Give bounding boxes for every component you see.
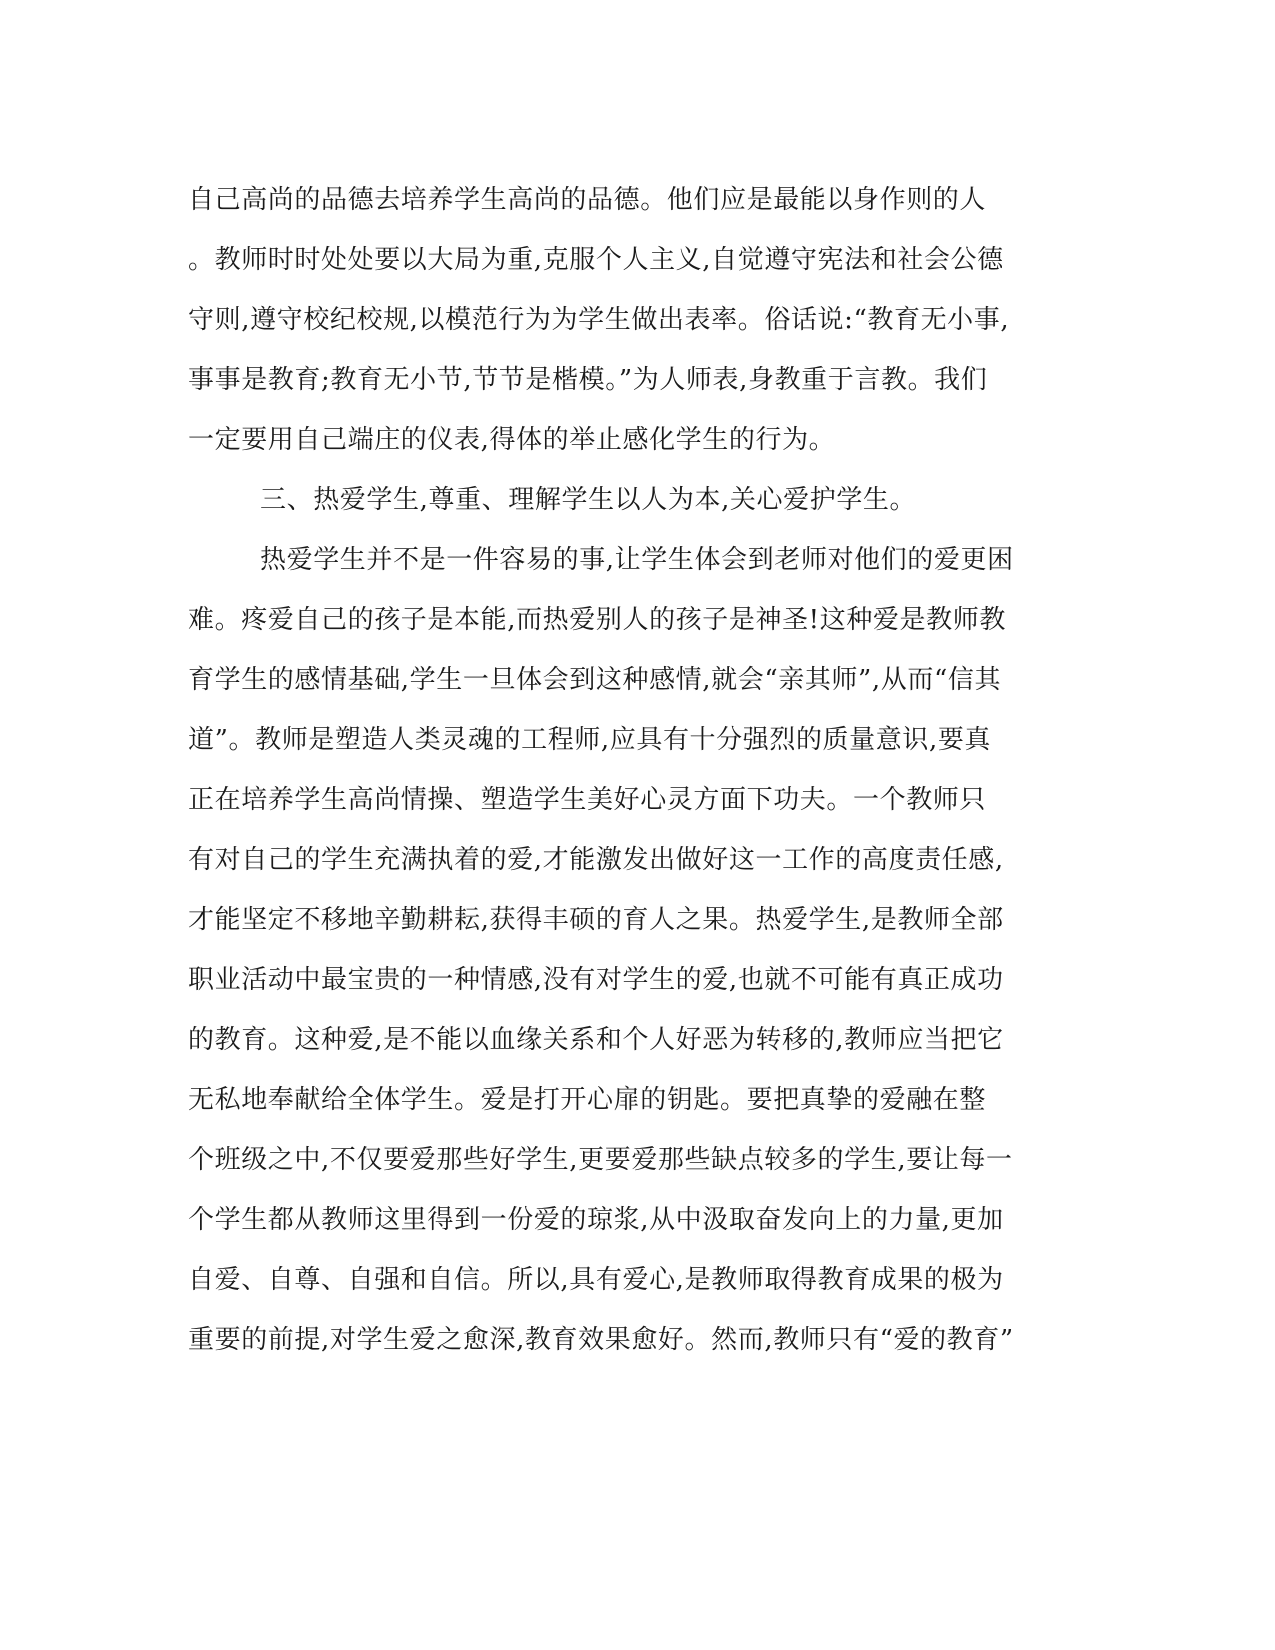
text-line: 个班级之中,不仅要爱那些好学生,更要爱那些缺点较多的学生,要让每一	[188, 1145, 1013, 1175]
text-line: 。教师时时处处要以大局为重,克服个人主义,自觉遵守宪法和社会公德	[188, 245, 1004, 275]
text-line: 的教育。这种爱,是不能以血缘关系和个人好恶为转移的,教师应当把它	[188, 1025, 1004, 1055]
paragraph-first-line: 热爱学生并不是一件容易的事,让学生体会到老师对他们的爱更困	[260, 545, 1014, 575]
text-line: 才能坚定不移地辛勤耕耘,获得丰硕的育人之果。热爱学生,是教师全部	[188, 905, 1004, 935]
text-line: 个学生都从教师这里得到一份爱的琼浆,从中汲取奋发向上的力量,更加	[188, 1205, 1004, 1235]
text-line: 难。疼爱自己的孩子是本能,而热爱别人的孩子是神圣!这种爱是教师教	[188, 605, 1006, 635]
text-line: 事事是教育;教育无小节,节节是楷模。”为人师表,身教重于言教。我们	[188, 365, 988, 395]
text-line: 一定要用自己端庄的仪表,得体的举止感化学生的行为。	[188, 425, 836, 455]
text-line: 育学生的感情基础,学生一旦体会到这种感情,就会“亲其师”,从而“信其	[188, 665, 1002, 695]
text-line: 道”。教师是塑造人类灵魂的工程师,应具有十分强烈的质量意识,要真	[188, 725, 992, 755]
text-line: 正在培养学生高尚情操、塑造学生美好心灵方面下功夫。一个教师只	[188, 785, 987, 815]
text-line: 重要的前提,对学生爱之愈深,教育效果愈好。然而,教师只有“爱的教育”	[188, 1325, 1014, 1355]
text-line: 有对自己的学生充满执着的爱,才能激发出做好这一工作的高度责任感,	[188, 845, 1004, 875]
text-line: 无私地奉献给全体学生。爱是打开心扉的钥匙。要把真挚的爱融在整	[188, 1085, 987, 1115]
section-heading: 三、热爱学生,尊重、理解学生以人为本,关心爱护学生。	[260, 485, 917, 515]
text-line: 职业活动中最宝贵的一种情感,没有对学生的爱,也就不可能有真正成功	[188, 965, 1004, 995]
document-body	[188, 170, 1088, 1370]
text-line: 自己高尚的品德去培养学生高尚的品德。他们应是最能以身作则的人	[188, 185, 987, 215]
text-line: 自爱、自尊、自强和自信。所以,具有爱心,是教师取得教育成果的极为	[188, 1265, 1004, 1295]
text-line: 守则,遵守校纪校规,以模范行为为学生做出表率。俗话说:“教育无小事,	[188, 305, 1010, 335]
